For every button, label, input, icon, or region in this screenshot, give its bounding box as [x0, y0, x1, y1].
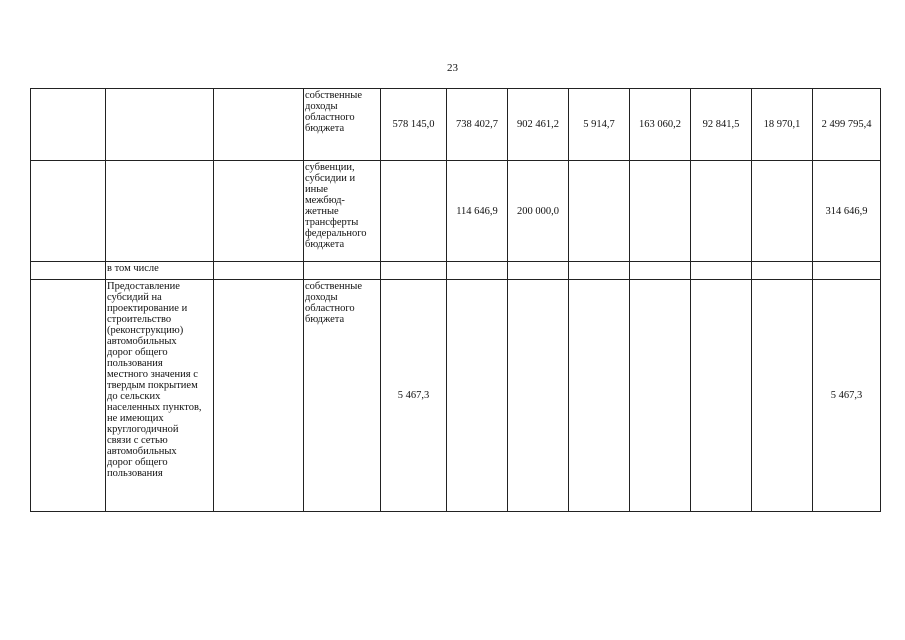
table-cell-funding-source: [304, 262, 381, 280]
table-cell-value: [569, 161, 630, 262]
table-cell-value: [752, 280, 813, 512]
table-cell-total: 5 467,3: [813, 280, 881, 512]
table-cell-value: [752, 161, 813, 262]
page-number: 23: [447, 62, 458, 74]
table-cell-value: [447, 262, 508, 280]
table-cell-empty: [31, 262, 106, 280]
table-cell-total: 314 646,9: [813, 161, 881, 262]
table-cell-total: [813, 262, 881, 280]
table-cell-funding-source: собственные доходы областного бюджета: [304, 280, 381, 512]
table-row: [31, 89, 881, 161]
table-cell-value: [569, 262, 630, 280]
table-cell-value: 578 145,0: [381, 89, 447, 161]
table-cell-empty: [214, 161, 304, 262]
table-cell-value: [630, 262, 691, 280]
table-cell-label: в том числе: [106, 262, 214, 280]
table-cell-value: 114 646,9: [447, 161, 508, 262]
table-cell-value: [508, 280, 569, 512]
table-cell-value: [630, 161, 691, 262]
table-cell-value: 5 914,7: [569, 89, 630, 161]
table-cell-empty: [214, 89, 304, 161]
table-cell-value: 5 467,3: [381, 280, 447, 512]
table-cell-value: [569, 280, 630, 512]
table-cell-value: 200 000,0: [508, 161, 569, 262]
table-cell-value: [691, 280, 752, 512]
budget-table: [30, 88, 881, 512]
table-row: [31, 161, 881, 262]
table-cell-label: [106, 161, 214, 262]
table-cell-empty: [214, 262, 304, 280]
table-cell-value: [630, 280, 691, 512]
table-cell-value: 902 461,2: [508, 89, 569, 161]
table-cell-value: [447, 280, 508, 512]
table-cell-funding-source: собственные доходы областного бюджета: [304, 89, 381, 161]
table-row: [31, 262, 881, 280]
table-cell-total: 2 499 795,4: [813, 89, 881, 161]
table-cell-value: [691, 161, 752, 262]
table-cell-value: 92 841,5: [691, 89, 752, 161]
table-cell-value: [381, 262, 447, 280]
table-cell-value: [508, 262, 569, 280]
table-cell-empty: [31, 89, 106, 161]
table-cell-funding-source: субвенции, субсидии и иные межбюд- жетные трансферты федерального бюджета: [304, 161, 381, 262]
table-cell-empty: [31, 280, 106, 512]
table-cell-label: Предоставление субсидий на проектирование и строительство (реконструкцию) автомобильных дорог общего пользования местного значения с твердым покрытием до сельских населенных пунктов, не имеющих круглогодичной связи с сетью автомобильных дорог общего пользования: [106, 280, 214, 512]
table-cell-value: 18 970,1: [752, 89, 813, 161]
table-cell-empty: [214, 280, 304, 512]
table-cell-value: [691, 262, 752, 280]
table-cell-label: [106, 89, 214, 161]
table-cell-value: [752, 262, 813, 280]
table-cell-value: [381, 161, 447, 262]
table-cell-empty: [31, 161, 106, 262]
table-row: [31, 280, 881, 512]
table-cell-value: 738 402,7: [447, 89, 508, 161]
table-cell-value: 163 060,2: [630, 89, 691, 161]
